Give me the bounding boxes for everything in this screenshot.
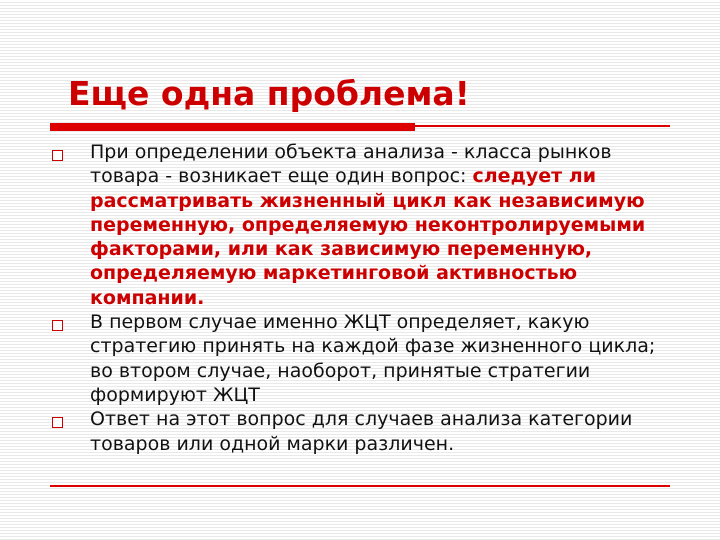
title-underline-thick [50,123,415,131]
bullet-text [90,140,672,310]
bullet-list [52,140,672,456]
bullet-emphasis-text: следует ли рассматривать жизненный цикл как независимую переменную, определяемую неконтролируемыми факторами, или как зависимую переменную, определяемую маркетинговой активностью компании. [90,165,646,309]
bottom-divider [50,485,670,487]
bullet-item [52,140,672,310]
bullet-text: В первом случае именно ЖЦТ определяет, какую стратегию принять на каждой фазе жизненного цикла; во втором случае, наоборот, принятые стратегии формируют ЖЦТ [90,311,656,406]
bullet-item [52,407,672,456]
bullet-item [52,310,672,407]
title-underline-thin [415,125,670,127]
bullet-lead-text: При определении объекта анализа - класса рынков товара - возникает еще один вопрос: [90,141,612,188]
hollow-square-icon [52,320,63,331]
slide-title: Еще одна проблема! [68,74,470,113]
hollow-square-icon [52,150,63,161]
hollow-square-icon [52,417,63,428]
bullet-text: Ответ на этот вопрос для случаев анализа категории товаров или одной марки различен. [90,408,633,455]
